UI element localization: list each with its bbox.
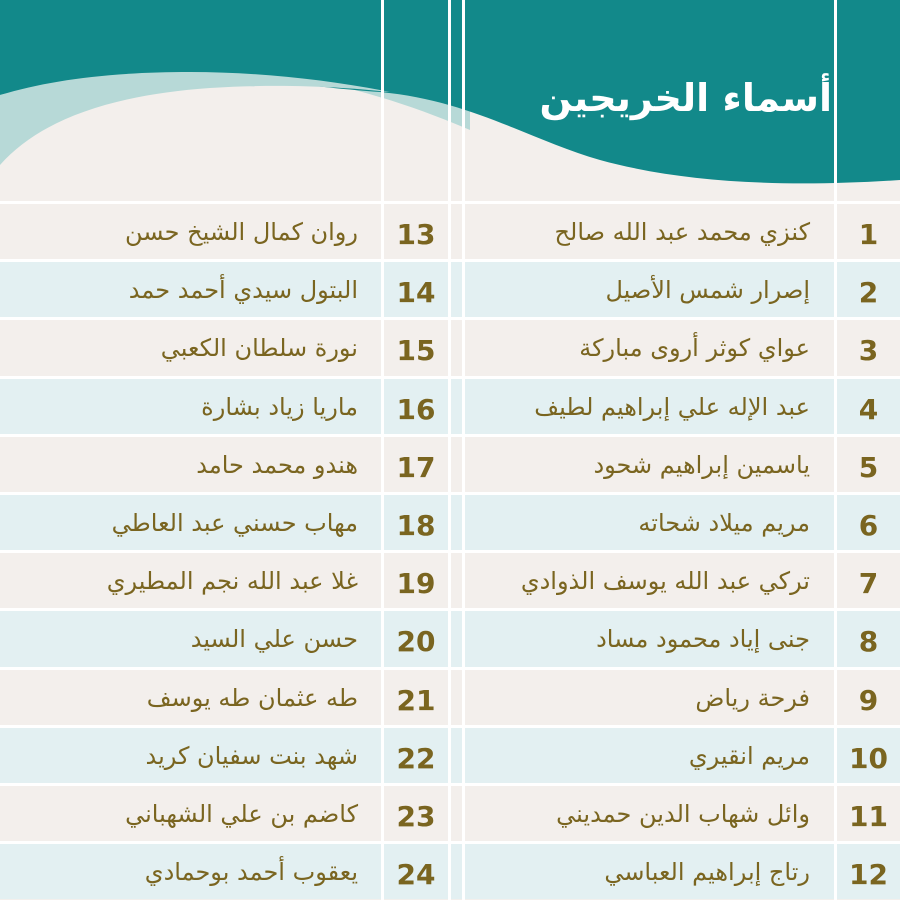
list-item bbox=[0, 727, 448, 785]
graduate-name: نورة سلطان الكعبي bbox=[160, 334, 358, 363]
graduate-number: 19 bbox=[396, 567, 436, 601]
graduate-name: يعقوب أحمد بوحمادي bbox=[144, 858, 358, 887]
graduate-number: 6 bbox=[858, 509, 879, 542]
graduate-number: 13 bbox=[396, 218, 436, 251]
graduate-number: 14 bbox=[396, 276, 436, 310]
graduate-number: 9 bbox=[858, 683, 879, 717]
list-item bbox=[0, 436, 448, 494]
graduate-number: 12 bbox=[849, 858, 888, 892]
list-item bbox=[462, 785, 900, 843]
graduate-name: ماريا زياد بشارة bbox=[201, 392, 358, 421]
graduate-number: 16 bbox=[396, 392, 436, 426]
graduate-name: كاضم بن علي الشهباني bbox=[125, 800, 358, 828]
list-item bbox=[0, 319, 448, 377]
graduate-name: مريم ميلاد شحاته bbox=[638, 509, 810, 537]
graduate-number: 1 bbox=[858, 218, 879, 251]
graduate-number: 8 bbox=[858, 625, 879, 659]
graduate-name: ياسمين إبراهيم شحود bbox=[593, 450, 810, 479]
list-item bbox=[0, 843, 448, 900]
list-item bbox=[0, 378, 448, 436]
list-item bbox=[462, 203, 900, 261]
graduate-name: كنزي محمد عبد الله صالح bbox=[554, 218, 810, 246]
list-item bbox=[462, 494, 900, 552]
list-item bbox=[462, 669, 900, 727]
graduate-name: شهد بنت سفيان كريد bbox=[145, 741, 358, 770]
graduate-number: 23 bbox=[396, 800, 436, 833]
graduate-name: روان كمال الشيخ حسن bbox=[124, 218, 358, 246]
list-item bbox=[462, 610, 900, 668]
list-item bbox=[462, 261, 900, 319]
graduate-number: 4 bbox=[858, 392, 879, 426]
graduate-name: رتاج إبراهيم العباسي bbox=[604, 858, 810, 887]
list-item bbox=[0, 494, 448, 552]
graduate-name: تركي عبد الله يوسف الذوادي bbox=[520, 567, 810, 596]
list-item bbox=[0, 785, 448, 843]
graduate-name: فرحة رياض bbox=[695, 683, 810, 712]
list-item bbox=[462, 378, 900, 436]
graduate-name: جنى إياد محمود مساد bbox=[596, 625, 810, 654]
graduate-number: 17 bbox=[396, 450, 436, 484]
graduate-number: 15 bbox=[396, 334, 436, 368]
graduate-name: إصرار شمس الأصيل bbox=[605, 276, 810, 305]
graduate-number: 20 bbox=[396, 625, 436, 659]
list-item bbox=[462, 319, 900, 377]
graduate-name: عبد الإله علي إبراهيم لطيف bbox=[534, 392, 810, 421]
graduates-list-right bbox=[462, 201, 900, 900]
graduate-number: 11 bbox=[849, 800, 888, 833]
graduate-number: 22 bbox=[396, 741, 436, 775]
graduate-name: حسن علي السيد bbox=[190, 625, 358, 654]
graduate-name: طه عثمان طه يوسف bbox=[146, 683, 358, 712]
graduate-number: 21 bbox=[396, 683, 436, 717]
graduate-number: 7 bbox=[858, 567, 879, 601]
graduate-name: غلا عبد الله نجم المطيري bbox=[106, 567, 358, 596]
list-item bbox=[462, 436, 900, 494]
graduate-name: هندو محمد حامد bbox=[196, 450, 358, 479]
graduate-number: 18 bbox=[396, 509, 436, 542]
list-item bbox=[0, 669, 448, 727]
list-item bbox=[0, 552, 448, 610]
divider-center-left bbox=[448, 0, 451, 900]
graduate-number: 5 bbox=[858, 450, 879, 484]
list-item bbox=[0, 610, 448, 668]
graduate-name: مهاب حسني عبد العاطي bbox=[111, 509, 358, 537]
graduate-number: 2 bbox=[858, 276, 879, 310]
list-item bbox=[0, 261, 448, 319]
graduate-number: 24 bbox=[396, 858, 436, 892]
list-item bbox=[462, 843, 900, 900]
graduate-name: عواي كوثر أروى مباركة bbox=[579, 334, 810, 363]
list-item bbox=[0, 203, 448, 261]
page-title: أسماء الخريجين bbox=[539, 76, 832, 120]
graduate-name: مريم انقيري bbox=[688, 741, 810, 770]
graduates-list-left bbox=[0, 201, 448, 900]
header-wave-accent bbox=[0, 72, 390, 165]
graduate-number: 3 bbox=[858, 334, 879, 368]
list-item bbox=[462, 727, 900, 785]
graduate-name: البتول سيدي أحمد حمد bbox=[128, 276, 358, 305]
list-item bbox=[462, 552, 900, 610]
graduate-name: وائل شهاب الدين حمديني bbox=[556, 800, 810, 828]
graduate-number: 10 bbox=[849, 741, 888, 775]
